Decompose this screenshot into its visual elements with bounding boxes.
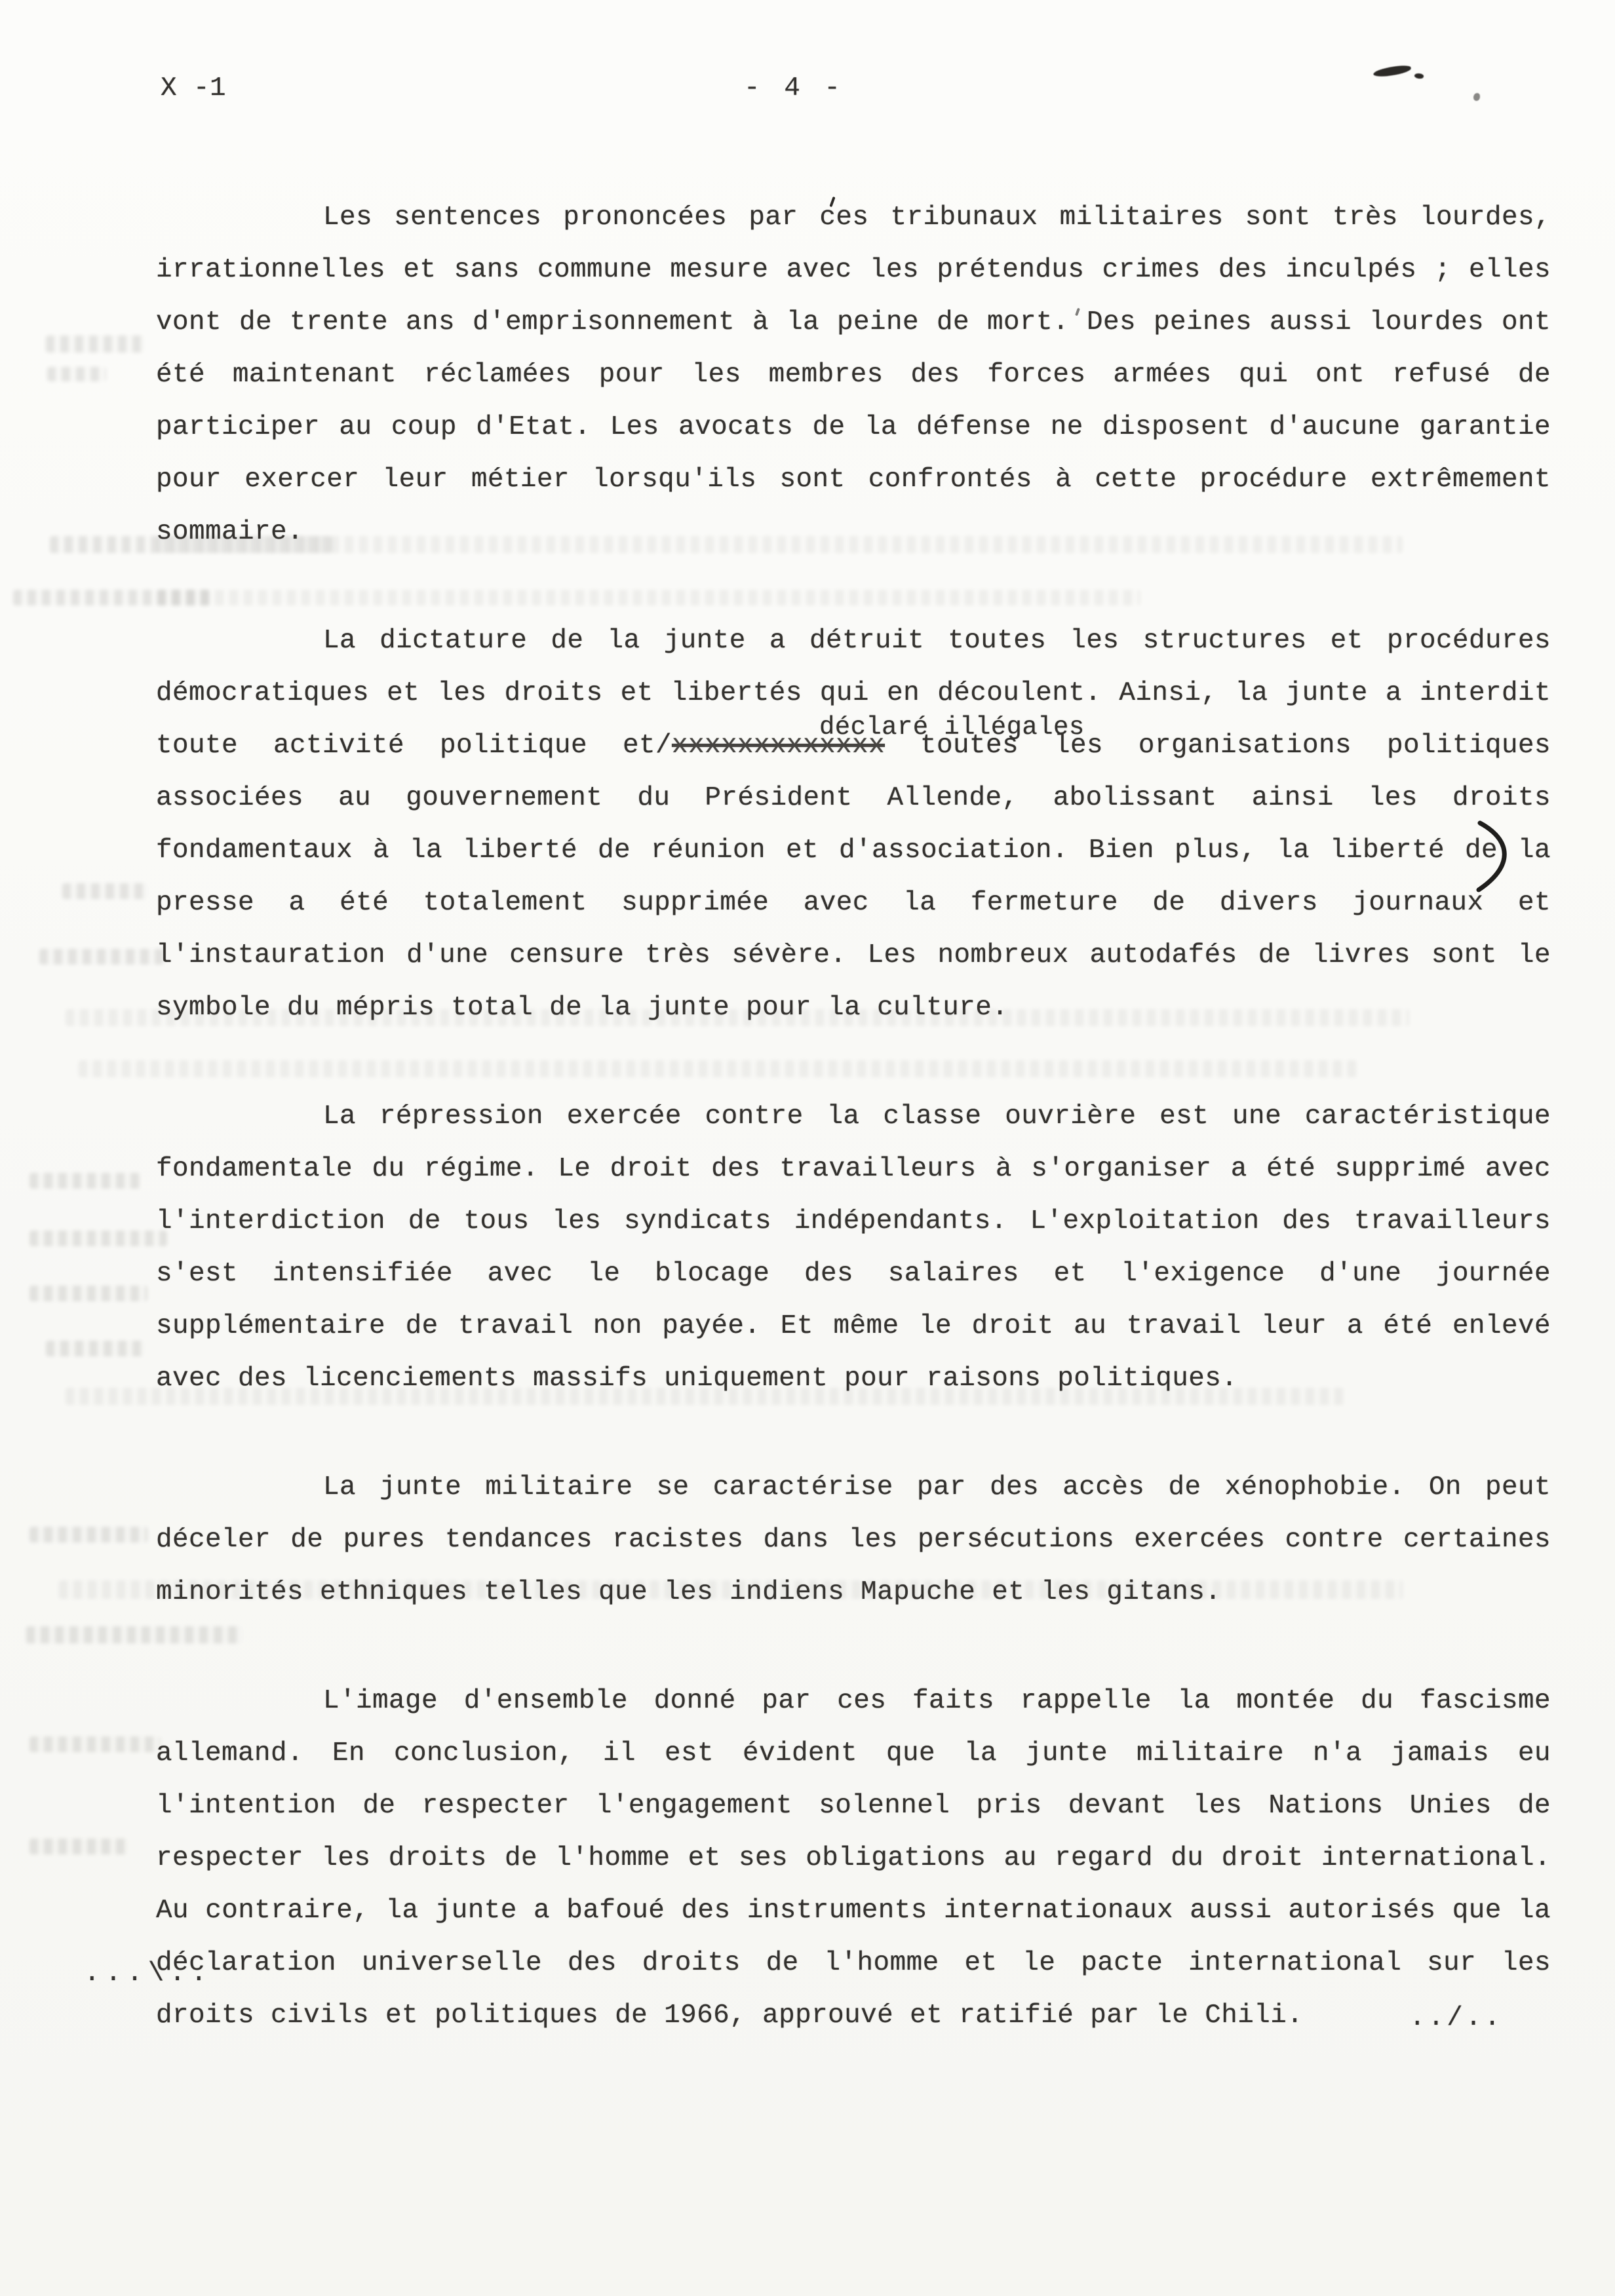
- typed-correction: [671, 713, 1085, 761]
- scan-artifact: [46, 335, 144, 353]
- scan-artifact: [29, 1231, 167, 1246]
- paragraph-dictature-part2: toutes les organisations politiques associées au gouvernement du Président Allende, abolissant ainsi les droits fondamentaux à la liberté de réunion et d'association. Bien plus, la liberté de la presse a été totalement supprimée avec la fermeture de divers journaux et l'instauration d'une censure très sévère. Les nombreux autodafés de livres sont le symbole du mépris total de la junte pour la culture.: [156, 731, 1551, 1023]
- scan-artifact: [62, 883, 147, 899]
- scan-artifact: [29, 1736, 161, 1752]
- scan-artifact: [39, 949, 164, 965]
- scan-artifact: [46, 1341, 144, 1356]
- paragraph-dictature-part1: La dictature de la junte a détruit toutes les structures et procédures démocratiques et les droits et libertés qui en découlent. Ainsi, la junte a interdit toute activité politique et/: [156, 626, 1551, 761]
- scan-artifact: [29, 1839, 128, 1854]
- page-reference: X -1: [161, 73, 227, 104]
- scan-artifact: [29, 1173, 141, 1189]
- document-body: [156, 191, 1551, 2098]
- ink-smudge: [1372, 64, 1411, 78]
- paragraph-sentences: Les sentences prononcées par ces tribunaux militaires sont très lourdes, irrationnelles et sans commune mesure avec les prétendus crimes des inculpés ; elles vont de trente ans d'emprisonnement à la peine de mort. Des peines aussi lourdes ont été maintenant réclamées pour les membres des forces armées qui ont refusé de participer au coup d'Etat. Les avocats de la défense ne disposent d'aucune garantie pour exercer leur métier lorsqu'ils sont confrontés à cette procédure extrêmement sommaire.: [156, 202, 1551, 547]
- scan-artifact: [29, 1286, 147, 1301]
- inserted-text-above-line: déclaré illégales: [819, 713, 1085, 742]
- pen-mark-parenthesis: [1473, 818, 1526, 896]
- paragraph-conclusion: L'image d'ensemble donné par ces faits rappelle la montée du fascisme allemand. En conclusion, il est évident que la junte militaire n'a jamais eu l'intention de respecter l'engagement solennel pris devant les Nations Unies de respecter les droits de l'homme et ses obligations au regard du droit international. Au contraire, la junte a bafoué des instruments internationaux aussi autorisés que la déclaration universelle des droits de l'homme et le pacte international sur les droits civils et politiques de 1966, approuvé et ratifié par le Chili.: [156, 1686, 1551, 2031]
- paragraph-xenophobie: La junte militaire se caractérise par des accès de xénophobie. On peut déceler de pures tendances racistes dans les persécutions exercées contre certaines minorités ethniques telles que les indiens Mapuche et les gitans.: [156, 1472, 1551, 1607]
- paragraph-dictature: [156, 615, 1551, 1034]
- paragraph-repression: La répression exercée contre la classe ouvrière est une caractéristique fondamentale du régime. Le droit des travailleurs à s'organiser a été supprimé avec l'interdiction de tous les syndicats indépendants. L'exploitation des travailleurs s'est intensifiée avec le blocage des salaires et l'exigence d'une journée supplémentaire de travail non payée. Et même le droit au travail leur a été enlevé avec des licenciements massifs uniquement pour raisons politiques.: [156, 1101, 1551, 1394]
- ink-smudge: [1414, 73, 1424, 80]
- footer-left-marks: ...\..: [84, 1959, 212, 1989]
- struck-text: xxxxxxxxxxxxx: [671, 731, 885, 761]
- scan-artifact: [29, 1527, 147, 1542]
- ink-smudge: [1473, 93, 1480, 101]
- page-number: - 4 -: [744, 73, 845, 104]
- scan-artifact: [47, 367, 106, 381]
- continuation-mark: ../..: [1409, 2003, 1504, 2033]
